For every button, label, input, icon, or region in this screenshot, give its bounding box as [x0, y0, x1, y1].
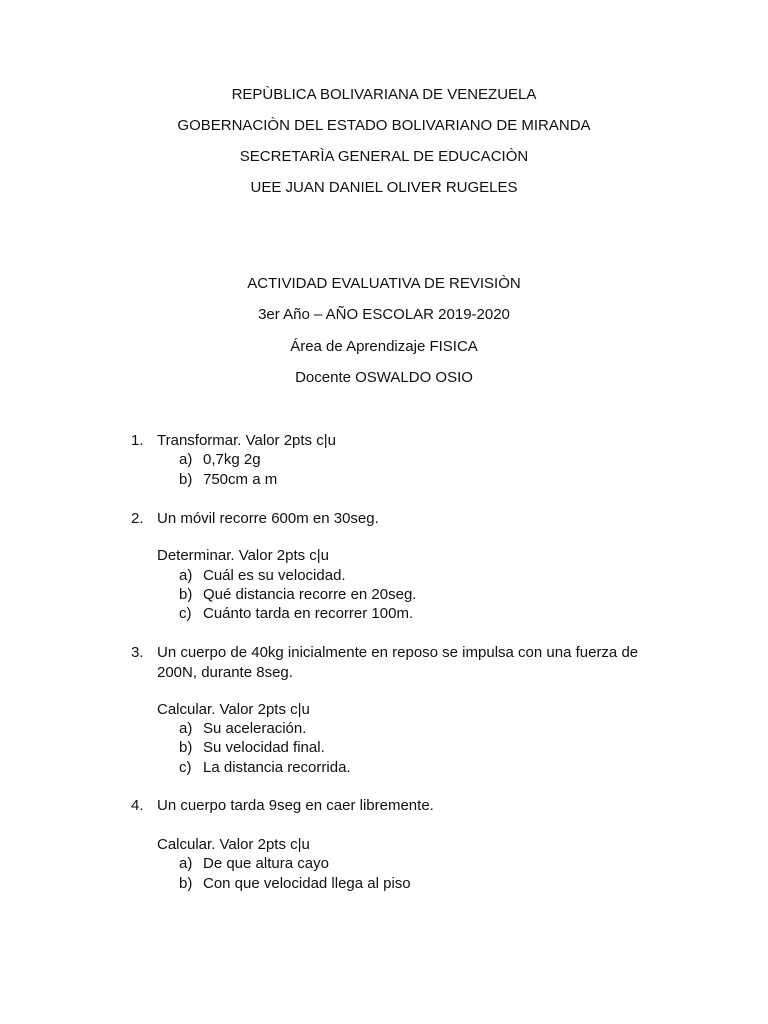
option-text: Su velocidad final. [203, 739, 325, 756]
question-3-text: Un cuerpo de 40kg inicialmente en reposo se impulsa con una fuerza de 200N, durante 8seg. [157, 644, 639, 681]
question-2-text: Un móvil recorre 600m en 30seg. [157, 510, 379, 527]
activity-teacher: Docente OSWALDO OSIO [295, 369, 473, 386]
question-2-number: 2. [131, 510, 144, 527]
question-4-intro: Calcular. Valor 2pts c|u [157, 836, 310, 853]
option-text: La distancia recorrida. [203, 759, 351, 776]
option-letter: a) [179, 451, 193, 468]
option-text: Qué distancia recorre en 20seg. [203, 586, 417, 603]
question-4-number: 4. [131, 797, 144, 814]
option-text: Cuánto tarda en recorrer 100m. [203, 605, 414, 622]
question-2-option-a [179, 567, 346, 585]
question-3-option-b [179, 739, 325, 757]
question-2-intro: Determinar. Valor 2pts c|u [157, 547, 330, 564]
option-text: Cuál es su velocidad. [203, 567, 346, 584]
question-3-option-a [179, 720, 306, 738]
question-3-number: 3. [131, 644, 144, 661]
activity-area: Área de Aprendizaje FISICA [290, 338, 478, 355]
option-letter: b) [179, 471, 193, 488]
option-letter: a) [179, 855, 193, 872]
option-letter: b) [179, 875, 193, 892]
question-2-option-c [179, 605, 413, 623]
question-3-option-c [179, 759, 351, 777]
option-letter: b) [179, 739, 193, 756]
option-letter: a) [179, 567, 193, 584]
question-3-intro: Calcular. Valor 2pts c|u [157, 701, 310, 718]
question-2-option-b [179, 586, 416, 604]
option-letter: b) [179, 586, 193, 603]
option-text: 750cm a m [203, 471, 278, 488]
option-text: Con que velocidad llega al piso [203, 875, 411, 892]
question-1-number: 1. [131, 432, 144, 449]
option-letter: a) [179, 720, 193, 737]
question-4-option-b [179, 875, 411, 893]
option-letter: c) [179, 605, 192, 622]
question-4-text: Un cuerpo tarda 9seg en caer libremente. [157, 797, 434, 814]
header-line-governorate: GOBERNACIÒN DEL ESTADO BOLIVARIANO DE MIRANDA [177, 117, 591, 134]
option-letter: c) [179, 759, 192, 776]
activity-title: ACTIVIDAD EVALUATIVA DE REVISIÒN [247, 275, 521, 292]
header-line-secretariat: SECRETARÌA GENERAL DE EDUCACIÒN [239, 148, 529, 165]
option-text: Su aceleración. [203, 720, 307, 737]
activity-year: 3er Año – AÑO ESCOLAR 2019-2020 [258, 306, 510, 323]
question-1-text: Transformar. Valor 2pts c|u [157, 432, 336, 449]
option-text: 0,7kg 2g [203, 451, 261, 468]
question-1-option-a [179, 451, 261, 469]
question-4-option-a [179, 855, 329, 873]
question-1-option-b [179, 471, 277, 489]
option-text: De que altura cayo [203, 855, 329, 872]
header-line-school: UEE JUAN DANIEL OLIVER RUGELES [250, 179, 518, 196]
header-line-republic: REPÙBLICA BOLIVARIANA DE VENEZUELA [231, 86, 537, 103]
